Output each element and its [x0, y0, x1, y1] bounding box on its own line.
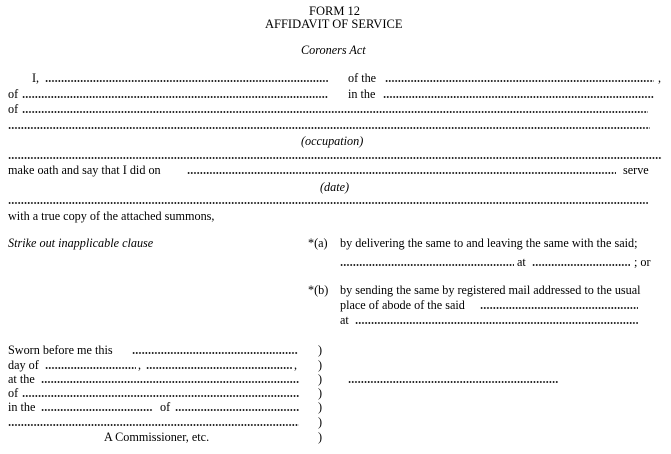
day-of-label: day of [8, 358, 39, 372]
jurat-in-the-blank[interactable] [41, 409, 153, 411]
address-blank[interactable] [8, 127, 650, 129]
clause-b-line1: by sending the same by registered mail addressed to the usual [340, 283, 641, 297]
clause-a-or: ; or [634, 255, 651, 269]
make-oath-text: make oath and say that I did on [8, 163, 161, 177]
date-blank[interactable] [187, 172, 616, 174]
jurat-of-label: of [8, 386, 19, 400]
clause-b-marker[interactable]: *(b) [308, 283, 329, 297]
sworn-day-blank[interactable] [132, 352, 298, 354]
of-label-1: of [8, 87, 19, 101]
occupation-label: (occupation) [301, 134, 364, 148]
month-blank[interactable] [45, 367, 136, 369]
day-of-comma-2: , [294, 358, 298, 372]
jurat-bracket-1: ) [318, 343, 323, 357]
clause-a-marker[interactable]: *(a) [308, 236, 328, 250]
clause-b-line2: place of abode of the said [340, 298, 465, 312]
jurat-bracket-4: ) [318, 386, 323, 400]
serve-label: serve [623, 163, 649, 177]
year-blank[interactable] [146, 367, 292, 369]
deponent-name-blank[interactable] [45, 80, 328, 82]
jurat-bracket-6: ) [318, 415, 323, 429]
true-copy-text: with a true copy of the attached summons, [8, 209, 215, 223]
jurat-bracket-2: ) [318, 358, 323, 372]
jurat-of-mid-label: of [160, 400, 171, 414]
clause-b-at-label: at [340, 313, 349, 327]
deponent-prefix: I, [32, 71, 40, 85]
in-the-blank-1[interactable] [383, 96, 654, 98]
of-blank-2[interactable] [22, 111, 648, 113]
jurat-of-blank[interactable] [22, 395, 299, 397]
at-the-label: at the [8, 372, 35, 386]
jurat-bracket-7: ) [318, 430, 323, 444]
clause-a-text: by delivering the same to and leaving the same with the said; [340, 236, 638, 250]
jurat-bracket-3: ) [318, 372, 323, 386]
form-title: AFFIDAVIT OF SERVICE [265, 17, 403, 31]
jurat-place-blank[interactable] [41, 381, 299, 383]
clause-a-place-blank[interactable] [532, 264, 630, 266]
day-of-comma-1: , [138, 358, 142, 372]
strike-out-note: Strike out inapplicable clause [8, 236, 154, 250]
clause-b-place-blank[interactable] [355, 322, 638, 324]
row-comma: , [658, 71, 662, 85]
jurat-region-blank[interactable] [175, 409, 299, 411]
commissioner-signature-blank[interactable] [8, 424, 299, 426]
of-label-2: of [8, 102, 19, 116]
in-the-label: in the [348, 87, 376, 101]
clause-a-at-label: at [517, 255, 526, 269]
act-name: Coroners Act [301, 43, 366, 57]
deponent-signature-blank[interactable] [348, 381, 558, 383]
occupation-blank[interactable] [8, 157, 662, 159]
of-the-blank-1[interactable] [385, 80, 654, 82]
of-the-label: of the [348, 71, 377, 85]
sworn-label: Sworn before me this [8, 343, 113, 357]
jurat-in-the-label: in the [8, 400, 36, 414]
served-person-blank[interactable] [8, 202, 648, 204]
date-label: (date) [320, 180, 350, 194]
clause-a-name-blank[interactable] [340, 264, 514, 266]
of-blank-1[interactable] [22, 96, 328, 98]
clause-b-name-blank[interactable] [480, 307, 638, 309]
form-number: FORM 12 [309, 4, 361, 18]
commissioner-label: A Commissioner, etc. [104, 430, 210, 444]
jurat-bracket-5: ) [318, 400, 323, 414]
